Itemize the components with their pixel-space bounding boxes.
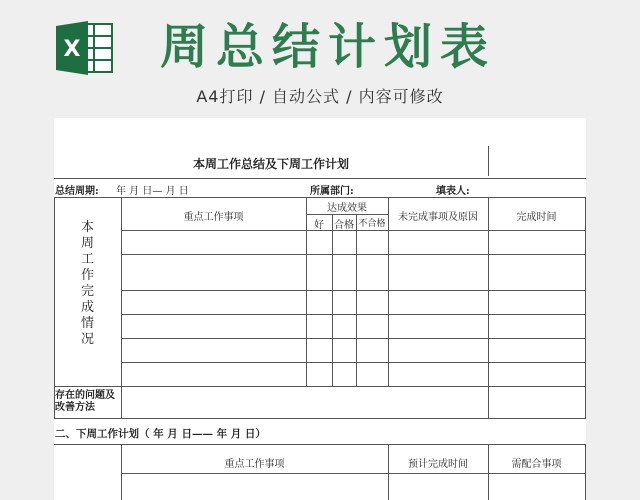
logo-letter: X — [63, 37, 81, 62]
fail-header: 不合格 — [358, 219, 386, 229]
grid-line — [388, 197, 389, 386]
excel-icon — [54, 20, 116, 76]
grid-line — [488, 197, 489, 418]
effect-header: 达成效果 — [327, 203, 367, 214]
pass-header: 合格 — [334, 220, 354, 231]
unfinished-header: 未完成事项及原因 — [398, 212, 478, 223]
next-key-items-header: 重点工作事项 — [224, 459, 285, 470]
grid-line — [121, 197, 122, 418]
section1-side-label: 本 周 工 作 完 成 情 况 — [80, 220, 94, 347]
grid-line — [585, 444, 586, 500]
grid-line — [54, 444, 586, 445]
spreadsheet — [54, 118, 586, 500]
sheet-title: 本周工作总结及下周工作计划 — [192, 157, 349, 171]
grid-line — [121, 362, 586, 363]
page-title: 周总结计划表 — [159, 19, 496, 75]
grid-line — [54, 197, 586, 198]
period-label: 总结周期: — [55, 186, 99, 197]
good-header: 好 — [314, 220, 324, 231]
grid-line — [306, 214, 388, 215]
grid-line — [121, 314, 586, 315]
grid-line — [54, 418, 586, 419]
expected-time-header: 预计完成时间 — [408, 459, 468, 470]
grid-line — [356, 214, 357, 386]
grid-line — [332, 214, 333, 386]
finish-time-header: 完成时间 — [516, 212, 557, 223]
cooperation-header: 需配合事项 — [511, 459, 562, 470]
grid-line — [54, 386, 586, 387]
dept-label: 所属部门: — [310, 186, 354, 197]
grid-line — [121, 444, 122, 500]
issues-label: 存在的问题及 改善方法 — [55, 390, 115, 413]
filler-label: 填表人: — [436, 186, 470, 197]
grid-line — [54, 178, 586, 179]
key-items-header: 重点工作事项 — [183, 212, 244, 223]
grid-line — [121, 338, 586, 339]
grid-line — [121, 473, 586, 474]
page-subtitle: A4打印 / 自动公式 / 内容可修改 — [196, 87, 444, 106]
section2-title: 二、下周工作计划（ 年 月 日—— 年 月 日） — [55, 428, 266, 440]
grid-line — [488, 146, 489, 176]
period-value[interactable]: 年 月 日— 月 日 — [116, 186, 189, 197]
grid-line — [121, 254, 586, 255]
grid-line — [121, 290, 586, 291]
grid-line — [585, 197, 586, 418]
grid-line — [488, 444, 489, 500]
header — [0, 0, 640, 118]
grid-line — [388, 444, 389, 500]
